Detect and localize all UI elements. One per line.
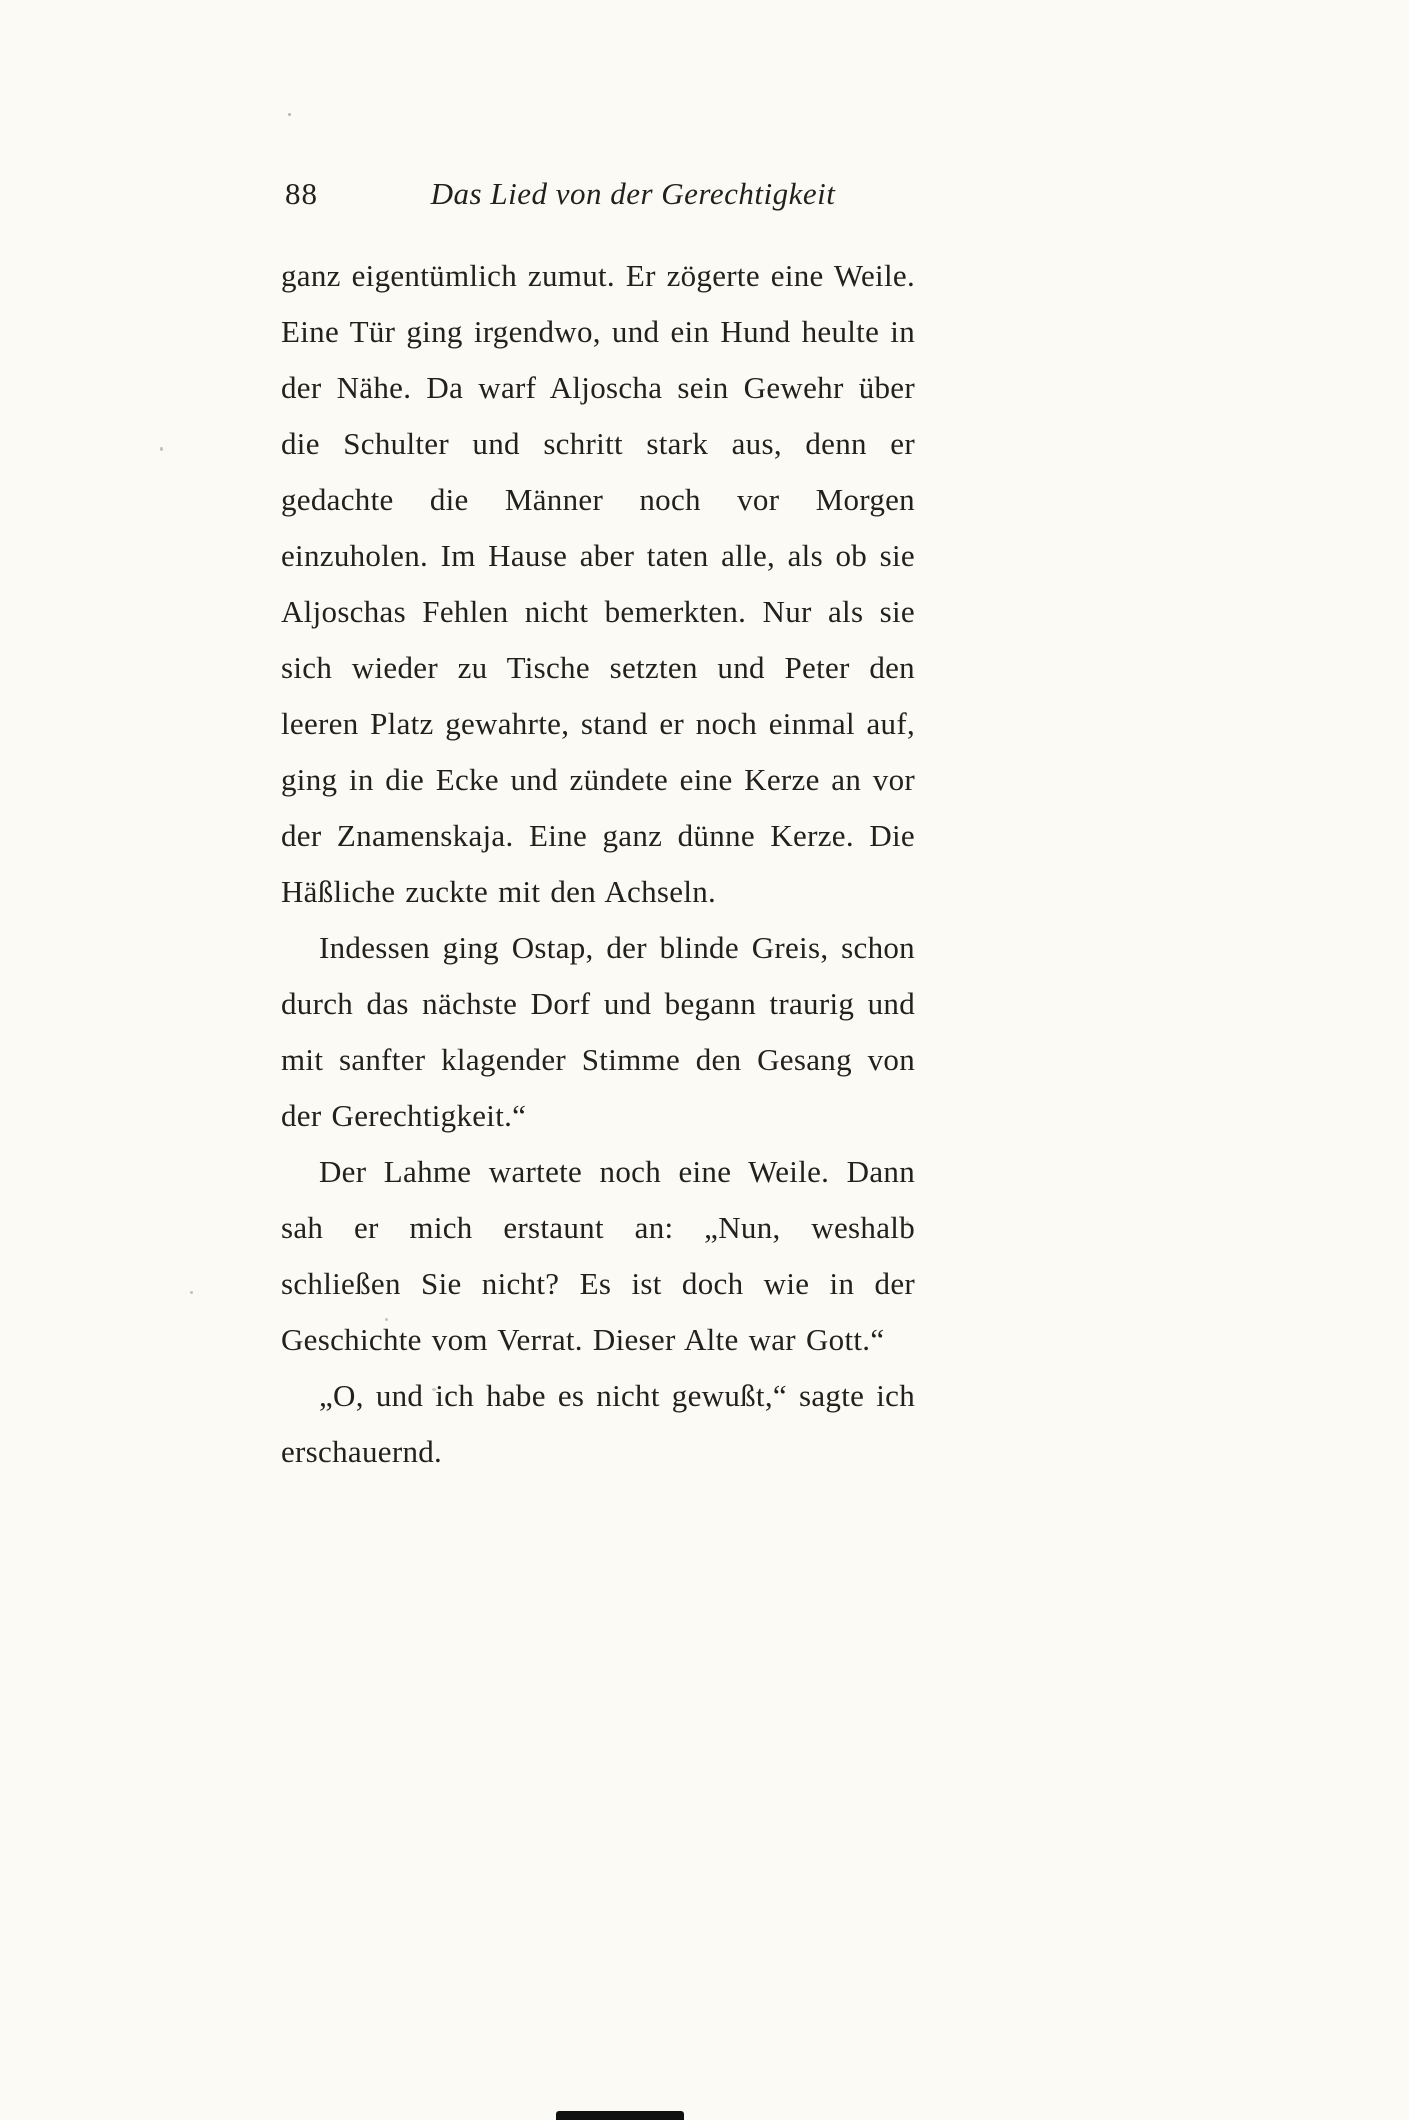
paragraph: Indessen ging Ostap, der blinde Greis, schon durch das nächste Dorf und begann traurig und mit sanfter klagender Stimme den Gesang von der Gerechtigkeit.“ (281, 930, 915, 1133)
paragraph: ganz eigentümlich zumut. Er zögerte eine Weile. Eine Tür ging irgendwo, und ein Hund heulte in der Nähe. Da warf Aljoscha sein Gewehr über die Schulter und schritt stark aus, denn er gedachte die Männer noch vor Morgen einzuholen. Im Hause aber taten alle, als ob sie Aljoschas Fehlen nicht bemerkten. Nur als sie sich wieder zu Tische setzten und Peter den leeren Platz gewahrte, stand er noch einmal auf, ging in die Ecke und zündete eine Kerze an vor der Znamenskaja. Eine ganz dünne Kerze. Die Häßliche zuckte mit den Achseln. (281, 258, 915, 909)
scan-speck (160, 447, 163, 451)
running-head (281, 176, 915, 224)
scan-artifact (556, 2111, 684, 2120)
scan-speck (288, 113, 291, 116)
text-block (281, 176, 915, 1480)
chapter-title: Das Lied von der Gerechtigkeit (430, 176, 836, 211)
page-number: 88 (285, 176, 318, 211)
body-text (281, 248, 915, 1480)
scan-speck (190, 1291, 193, 1294)
paragraph: „O, und ich habe es nicht gewußt,“ sagte ich erschauernd. (281, 1378, 915, 1469)
paragraph: Der Lahme wartete noch eine Weile. Dann sah er mich erstaunt an: „Nun, weshalb schließen Sie nicht? Es ist doch wie in der Geschichte vom Verrat. Dieser Alte war Gott.“ (281, 1154, 915, 1357)
